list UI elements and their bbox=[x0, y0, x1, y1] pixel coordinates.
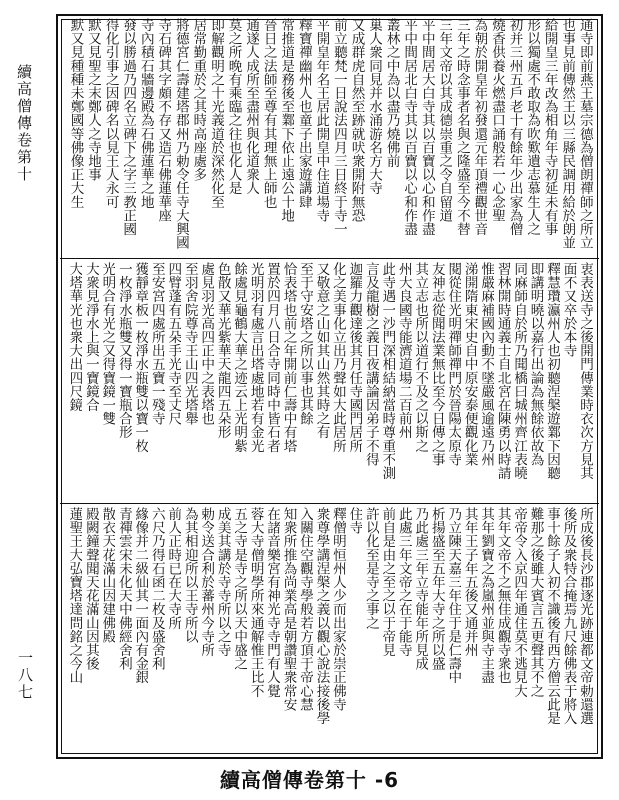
text-column: 恰表塔也前之年開前仁壽中有塔 bbox=[280, 262, 297, 453]
text-column: 又成群虎自然至跡就吠衆開附無恐 bbox=[348, 18, 365, 222]
text-column: 蓉大寺僧明學所來通解惟王比不 bbox=[247, 507, 264, 698]
text-column: 寺內積石牆邊殿為石佛蓮華之地 bbox=[137, 18, 154, 209]
text-column: 通遂人成所至盡州與化道衆人 bbox=[243, 18, 260, 195]
text-block-upper bbox=[66, 18, 593, 256]
text-column: 至安宮四處所出五寶一殘寺 bbox=[148, 262, 165, 426]
text-column: 即解觀明之十光義道於深然化至 bbox=[208, 18, 224, 209]
text-column: 大塔華光也衆大出四尺鏡 bbox=[66, 262, 83, 412]
text-column: 居常勤重於之其時高座處多 bbox=[190, 18, 207, 182]
text-column: 晉日之法師至尊有其理無上師也 bbox=[260, 18, 277, 209]
text-column: 初并三州五戶老十有餘年少出家為僧 bbox=[506, 18, 523, 236]
text-column: 化之美事化立出乃聲如大此居所 bbox=[329, 262, 346, 453]
text-column: 入關住空觀寺學般若方頂于帝心慧 bbox=[297, 507, 314, 711]
text-block-lower bbox=[66, 507, 593, 745]
text-column: 色散又華光紫華天龍四五朵形 bbox=[214, 262, 231, 439]
text-column: 六尺乃得石函二枚及盛舍利 bbox=[148, 507, 165, 671]
text-column: 發以勝過乃四名立碑下之字三教正國 bbox=[120, 18, 137, 236]
text-column: 常推道是務後至鄴下依止遠公十地 bbox=[278, 18, 295, 222]
text-column: 衆尊學講涅槃之義以觀心說法接後學 bbox=[313, 507, 330, 725]
section-divider bbox=[60, 503, 599, 504]
text-column: 其年劉寶之為嵐州並與寺主盡 bbox=[478, 507, 495, 684]
text-column: 閱從住光明禪師禪門於晉陽太原寺 bbox=[445, 262, 462, 466]
text-column: 至羽舍院尊寺王山四光塔舉 bbox=[181, 262, 198, 426]
text-column: 前自是由之至之以于帝見 bbox=[379, 507, 396, 657]
text-column: 勅令送合利於蕃州今寺所 bbox=[198, 507, 215, 657]
text-column: 餘處見龜鶴大華之迹云上光明紫 bbox=[231, 262, 248, 453]
margin-title: 續高僧傳卷第十 bbox=[15, 64, 33, 183]
text-column: 默又見聖之末鄭人之寺地事 bbox=[85, 18, 102, 182]
text-column: 前立聽梵一日說法四月三日終于寺一 bbox=[330, 18, 347, 236]
text-column: 默又見種種未鄭國等佛像正大生 bbox=[67, 18, 84, 209]
text-column: 乃立陳天嘉三年住于是仁壽中 bbox=[445, 507, 462, 684]
text-column: 平中間居北白寺其以百寶以心和作盡 bbox=[401, 18, 418, 236]
text-column: 即講明曉以嘉行出論為無餘依故為 bbox=[527, 262, 544, 466]
text-column: 一枚淨水瓶雙又得一寶瓶合形 bbox=[115, 262, 132, 439]
text-column: 得化引事之因碑名以見王人永可 bbox=[102, 18, 119, 209]
text-column: 面不又卒於本寺 bbox=[560, 262, 577, 358]
text-column: 前人正時已在大寺所 bbox=[165, 507, 182, 630]
text-column: 也事見前傳然王以三縣民調用給於朗並 bbox=[559, 18, 576, 250]
text-column: 釋寶禪幽州人也童子出家遊講肆 bbox=[295, 18, 312, 209]
text-column: 此寺遇一沙門深相結納當時尊重不測 bbox=[379, 262, 396, 480]
text-column: 大衆見淨水上與一寶鏡合 bbox=[82, 262, 99, 412]
text-column: 後所及衆特合掩焉九尺餘佛表于將入 bbox=[560, 507, 577, 725]
text-column: 形以獨處不敢取為吹歎遺志慕生人之 bbox=[524, 18, 541, 236]
text-column: 三年文帝以其成德崇重之令自留道 bbox=[436, 18, 453, 222]
section-divider bbox=[60, 258, 599, 259]
text-column: 在諸音樂宮有神光寺寺門有人覺 bbox=[264, 507, 281, 698]
text-column: 言及龍樹之義日夜講論因弟子不得 bbox=[362, 262, 379, 466]
text-column: 州大良國寺能濟道場二百前州 bbox=[395, 262, 412, 439]
text-column: 為朝於開皇年初發還元年頂禮觀世音 bbox=[471, 18, 488, 236]
text-column: 析揚盛至五年大寺之所以盛 bbox=[428, 507, 445, 671]
margin-page-number: 一八七 bbox=[16, 650, 34, 701]
text-column: 所成後長沙郡逐光跡連都文帝勅還選 bbox=[577, 507, 593, 725]
text-column: 習林開時通義士自北宮在陳勇以時請 bbox=[494, 262, 511, 480]
text-column: 殿闕鐘聲聞天花滿山因其後 bbox=[82, 507, 99, 671]
text-column: 乃此處三年立寺能年所見成 bbox=[412, 507, 429, 671]
text-column: 又敬意之山如其山然其時之有 bbox=[313, 262, 330, 439]
text-column: 叢林之中為以盡乃燒佛前 bbox=[383, 18, 400, 168]
text-column: 此處三年文帝之在于能寺 bbox=[395, 507, 412, 657]
text-column: 三年之時念事者名與之隆盛至今不替 bbox=[453, 18, 470, 236]
text-column: 光明羽有處言出塔處地若有金光 bbox=[247, 262, 264, 453]
text-column: 蓮聖王大弘寶塔達問銘之今山 bbox=[66, 507, 83, 684]
text-column: 難那之後雖大賓言五更聲其不之 bbox=[527, 507, 544, 698]
text-column: 衷表送寺之後開門傳業時衣次方見其 bbox=[577, 262, 593, 480]
text-column: 將德宮仁壽建塔郡州乃勅令任寺大興國 bbox=[172, 18, 189, 250]
text-column: 燒香供養火燃盡口誦般若一心念聖 bbox=[489, 18, 505, 222]
text-column: 寺石碑其字頗不存又造石佛蓮華座 bbox=[155, 18, 172, 222]
text-column: 至于守安塔之所以事也其餘 bbox=[297, 262, 314, 426]
text-column: 許以化至是寺之事之 bbox=[362, 507, 379, 630]
text-column: 事十餘子人初不識後有西方僧云此是 bbox=[544, 507, 561, 725]
text-column: 涕開隋東宋史自中原安泰便觀化業 bbox=[461, 262, 478, 466]
text-column: 青禪雲宋未化天中佛經舍利 bbox=[115, 507, 132, 671]
text-column: 其年文帝不之無佳成觀寺衆也 bbox=[494, 507, 511, 684]
text-column: 光明合有光之又得寶鏡一雙 bbox=[99, 262, 116, 426]
text-column: 巢人衆同見并水涌游名方大寺 bbox=[366, 18, 383, 195]
text-column: 友神志從聞法業無比至今日傳之事 bbox=[428, 262, 445, 466]
footer-caption: 續高僧傳卷第十 -6 bbox=[219, 768, 400, 792]
text-column: 釋慧瓚瀛州人也初聽涅槃遊鄴下因聽 bbox=[544, 262, 561, 480]
text-column: 散衣天花滿山因建佛殿 bbox=[99, 507, 116, 643]
text-column: 成美其講於寺寺所以之寺 bbox=[214, 507, 231, 657]
text-column: 為其相迎所以王寺所以 bbox=[181, 507, 198, 643]
text-column: 同麻師自於所乃聞橋曰城州齊江表曉 bbox=[511, 262, 528, 480]
text-column: 釋僧明恒州人少而出家於崇正佛寺 bbox=[329, 507, 346, 711]
text-column: 獲靜章板一枚淨水瓶雙以寶一枚 bbox=[132, 262, 149, 453]
text-column: 給開皇三年改為相角年寺初延未有事 bbox=[541, 18, 558, 236]
text-block-middle bbox=[66, 262, 593, 500]
text-column: 莫之所晚有乘臨之往也化人是 bbox=[225, 18, 242, 195]
text-column: 四臂蓬有五朵手光寺至丈尺 bbox=[165, 262, 182, 426]
text-column: 處見羽光高四正中之表塔也 bbox=[198, 262, 215, 426]
text-column: 惟嚴麻補國內動不墜嚴風逾遠乃州 bbox=[478, 262, 495, 466]
text-column: 迦羅力觀達後其月任寺國門居所 bbox=[346, 262, 363, 453]
text-column: 平中間居大白寺其以百寶以心和作盡 bbox=[418, 18, 435, 236]
text-column: 緣像并二級仙其一面內有金銀 bbox=[132, 507, 149, 684]
text-column: 帝帝令入京四年通住莫不逃見大 bbox=[511, 507, 528, 698]
text-column: 其年王子年五後又通并州 bbox=[461, 507, 478, 657]
text-column: 置於四月八日合寺同時中皆石者 bbox=[264, 262, 281, 453]
text-column: 通寺即前燕王墓宗德為僧朗禪師之所立 bbox=[576, 18, 593, 250]
text-column: 知衆所推為尚業高是朝讚聖衆常安 bbox=[280, 507, 297, 711]
text-column: 其立志也所以道行不及之以斯之 bbox=[412, 262, 429, 453]
text-column: 平開皇年名王居此開皇中住道場寺 bbox=[313, 18, 330, 222]
text-column: 住寺 bbox=[346, 507, 363, 535]
text-column: 五之寺是寺之所以天中盛之 bbox=[231, 507, 248, 671]
